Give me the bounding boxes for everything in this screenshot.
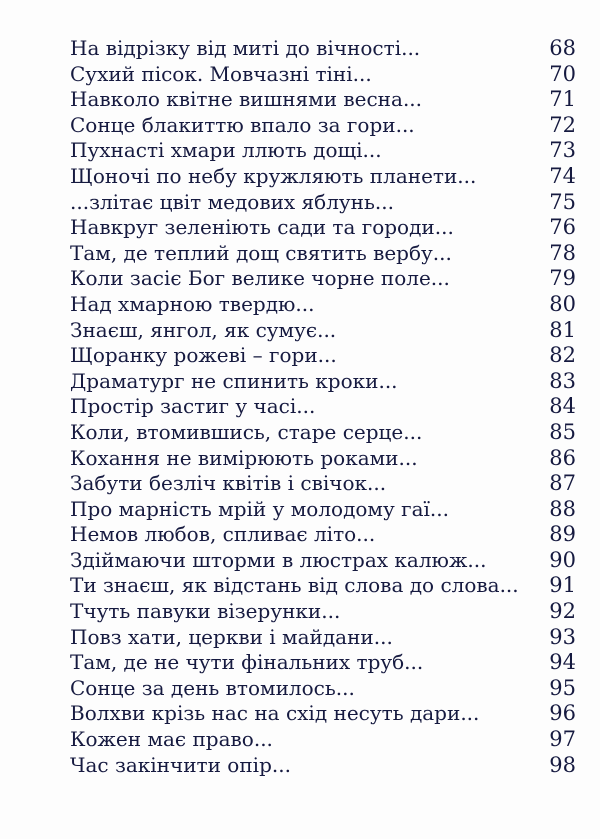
toc-entry bbox=[70, 36, 576, 62]
toc-entry bbox=[70, 420, 576, 446]
toc-entry-title: Драматург не спинить кроки... bbox=[70, 368, 398, 393]
toc-entry bbox=[70, 215, 576, 241]
toc-entry-title: Немов любов, спливає літо... bbox=[70, 522, 376, 547]
toc-entry bbox=[70, 650, 576, 676]
toc-entry-title: Ти знаєш, як відстань від слова до слова... bbox=[70, 573, 519, 598]
toc-entry-title: Сухий пісок. Мовчазні тіні... bbox=[70, 61, 372, 86]
toc-entry bbox=[70, 190, 576, 216]
toc-entry-page-number: 94 bbox=[549, 650, 576, 675]
toc-entry-title: Щоранку рожеві – гори... bbox=[70, 343, 337, 368]
toc-entry-page-number: 84 bbox=[549, 394, 576, 419]
toc-entry-title: Над хмарною твердю... bbox=[70, 291, 315, 316]
toc-entry-page-number: 96 bbox=[549, 701, 576, 726]
toc-entry-page-number: 89 bbox=[549, 522, 576, 547]
toc-entry-page-number: 74 bbox=[549, 163, 576, 188]
toc-entry-title: Час закінчити опір... bbox=[70, 752, 291, 777]
toc-entry-page-number: 91 bbox=[549, 573, 576, 598]
toc-entry bbox=[70, 548, 576, 574]
toc-entry bbox=[70, 446, 576, 472]
toc-entry-page-number: 78 bbox=[549, 240, 576, 265]
toc-entry-title: Забути безліч квітів і свічок... bbox=[70, 471, 387, 496]
toc-entry bbox=[70, 87, 576, 113]
toc-entry-page-number: 70 bbox=[549, 61, 576, 86]
toc-entry-page-number: 76 bbox=[549, 215, 576, 240]
toc-entry bbox=[70, 241, 576, 267]
toc-entry-title: Здіймаючи шторми в люстрах калюж... bbox=[70, 547, 487, 572]
toc-entry bbox=[70, 138, 576, 164]
toc-entry bbox=[70, 676, 576, 702]
toc-entry-page-number: 86 bbox=[549, 445, 576, 470]
toc-entry-title: Там, де не чути фінальних труб... bbox=[70, 650, 424, 675]
toc-entry-page-number: 85 bbox=[549, 419, 576, 444]
toc-entry-page-number: 87 bbox=[549, 471, 576, 496]
toc-entry-title: Повз хати, церкви і майдани... bbox=[70, 624, 393, 649]
toc-entry bbox=[70, 62, 576, 88]
toc-entry-page-number: 82 bbox=[549, 343, 576, 368]
toc-entry-title: Сонце за день втомилось... bbox=[70, 675, 355, 700]
toc-entry-title: ...злітає цвіт медових яблунь... bbox=[70, 189, 394, 214]
toc-entry-page-number: 93 bbox=[549, 624, 576, 649]
toc-entry-page-number: 79 bbox=[549, 266, 576, 291]
toc-entry bbox=[70, 497, 576, 523]
toc-entry bbox=[70, 522, 576, 548]
toc-entry-title: Там, де теплий дощ святить вербу... bbox=[70, 240, 452, 265]
toc-entry-page-number: 92 bbox=[549, 599, 576, 624]
toc-entry-title: Кохання не вимірюють роками... bbox=[70, 445, 418, 470]
table-of-contents bbox=[70, 36, 576, 778]
toc-entry bbox=[70, 753, 576, 779]
toc-entry-page-number: 81 bbox=[549, 317, 576, 342]
toc-entry-title: Простір застиг у часі... bbox=[70, 394, 316, 419]
toc-entry-title: Про марність мрій у молодому гаї... bbox=[70, 496, 449, 521]
toc-entry-title: Щоночі по небу кружляють планети... bbox=[70, 163, 477, 188]
toc-entry bbox=[70, 343, 576, 369]
toc-entry-page-number: 71 bbox=[549, 87, 576, 112]
toc-entry-page-number: 95 bbox=[549, 675, 576, 700]
toc-entry-page-number: 68 bbox=[549, 36, 576, 60]
toc-entry bbox=[70, 369, 576, 395]
toc-entry-title: Сонце блакиттю впало за гори... bbox=[70, 112, 415, 137]
toc-entry bbox=[70, 292, 576, 318]
toc-entry bbox=[70, 625, 576, 651]
toc-entry-title: Навколо квітне вишнями весна... bbox=[70, 87, 423, 112]
toc-entry-title: На відрізку від миті до вічності... bbox=[70, 36, 421, 60]
toc-entry-page-number: 73 bbox=[549, 138, 576, 163]
toc-entry bbox=[70, 573, 576, 599]
toc-entry-page-number: 80 bbox=[549, 291, 576, 316]
toc-entry-page-number: 88 bbox=[549, 496, 576, 521]
toc-entry bbox=[70, 727, 576, 753]
toc-entry-title: Волхви крізь нас на схід несуть дари... bbox=[70, 701, 480, 726]
toc-entry-page-number: 83 bbox=[549, 368, 576, 393]
toc-entry bbox=[70, 701, 576, 727]
toc-entry-title: Коли засіє Бог велике чорне поле... bbox=[70, 266, 450, 291]
toc-entry-page-number: 98 bbox=[549, 752, 576, 777]
toc-entry bbox=[70, 318, 576, 344]
toc-entry-title: Коли, втомившись, старе серце... bbox=[70, 419, 423, 444]
toc-entry-title: Тчуть павуки візерунки... bbox=[70, 599, 341, 624]
toc-entry bbox=[70, 164, 576, 190]
toc-entry bbox=[70, 113, 576, 139]
toc-entry bbox=[70, 394, 576, 420]
toc-entry-title: Кожен має право... bbox=[70, 727, 273, 752]
toc-entry-title: Пухнасті хмари ллють дощі... bbox=[70, 138, 382, 163]
toc-entry bbox=[70, 266, 576, 292]
toc-entry-title: Знаєш, янгол, як сумує... bbox=[70, 317, 337, 342]
toc-entry-page-number: 97 bbox=[549, 727, 576, 752]
toc-entry-page-number: 90 bbox=[549, 547, 576, 572]
toc-entry-page-number: 75 bbox=[549, 189, 576, 214]
toc-entry bbox=[70, 599, 576, 625]
toc-entry-title: Навкруг зеленіють сади та городи... bbox=[70, 215, 454, 240]
toc-entry bbox=[70, 471, 576, 497]
toc-entry-page-number: 72 bbox=[549, 112, 576, 137]
